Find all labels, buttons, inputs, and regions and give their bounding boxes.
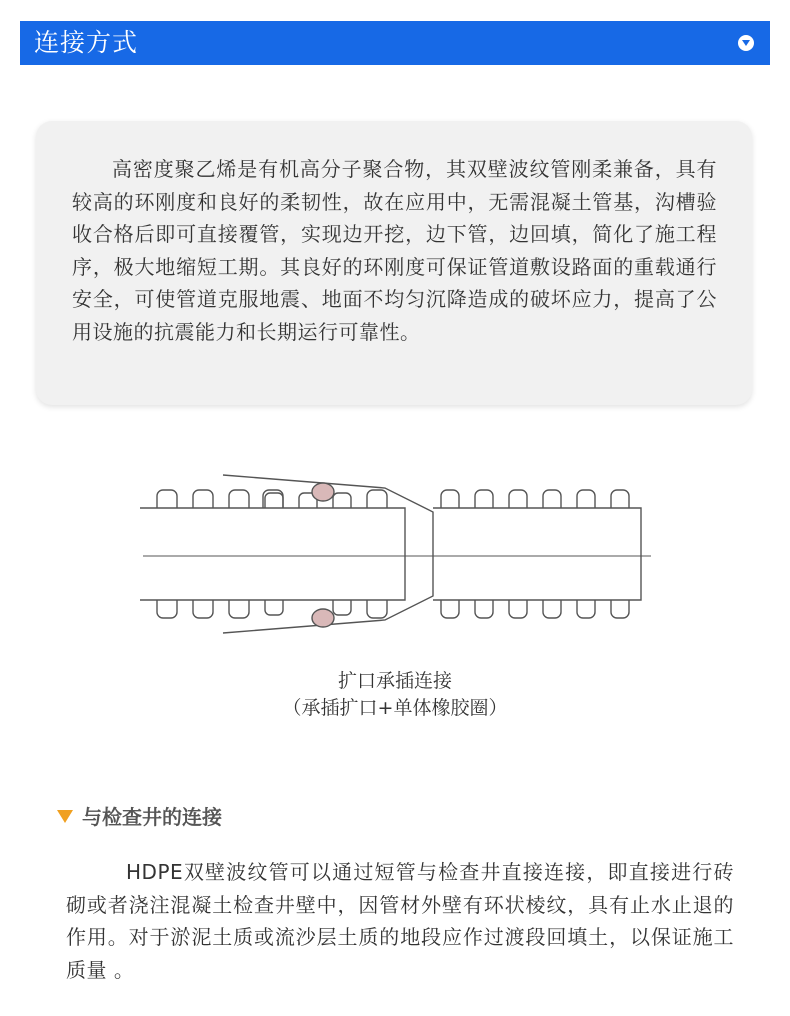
section-header[interactable] <box>20 21 770 65</box>
rubber-seal-ring-top <box>312 483 334 501</box>
diagram-caption: 扩口承插连接 <box>337 670 452 692</box>
socket-joint-diagram <box>135 470 655 640</box>
section-header-title: 连接方式 <box>34 28 139 57</box>
pipe-drawing <box>140 475 651 633</box>
corrugations-bottom-right <box>441 600 629 618</box>
intro-card <box>36 121 752 405</box>
section-heading: 与检查井的连接 <box>82 805 222 829</box>
triangle-marker-icon <box>57 810 73 823</box>
corrugations-bottom-left <box>157 600 387 618</box>
corrugations-top-inner <box>265 493 351 508</box>
intro-paragraph: 高密度聚乙烯是有机高分子聚合物，其双壁波纹管刚柔兼备，具有较高的环刚度和良好的柔韧性，故在应用中，无需混凝土管基，沟槽验收合格后即可直接覆管，实现边开挖，边下管，边回填，简化了施工程序，极大地缩短工期。其良好的环刚度可保证管道敷设路面的重载通行安全，可使管道克服地震、地面不均匀沉降造成的破坏应力，提高了公用设施的抗震能力和长期运行可靠性。 <box>72 157 717 344</box>
right-pipe-outline <box>433 508 641 600</box>
chevron-down-icon[interactable] <box>738 35 754 51</box>
rubber-seal-ring-bottom <box>312 609 334 627</box>
diagram-subcaption: （承插扩口+单体橡胶圈） <box>282 697 508 719</box>
section-paragraph: HDPE双壁波纹管可以通过短管与检查井直接连接，即直接进行砖砌或者浇注混凝土检查井壁中，因管材外壁有环状棱纹，具有止水止退的作用。对于淤泥土质或流沙层土质的地段应作过渡段回填土，以保证施工质量 。 <box>66 860 734 982</box>
spigot-pipe-outline <box>140 508 405 600</box>
corrugations-top-right <box>441 490 629 508</box>
